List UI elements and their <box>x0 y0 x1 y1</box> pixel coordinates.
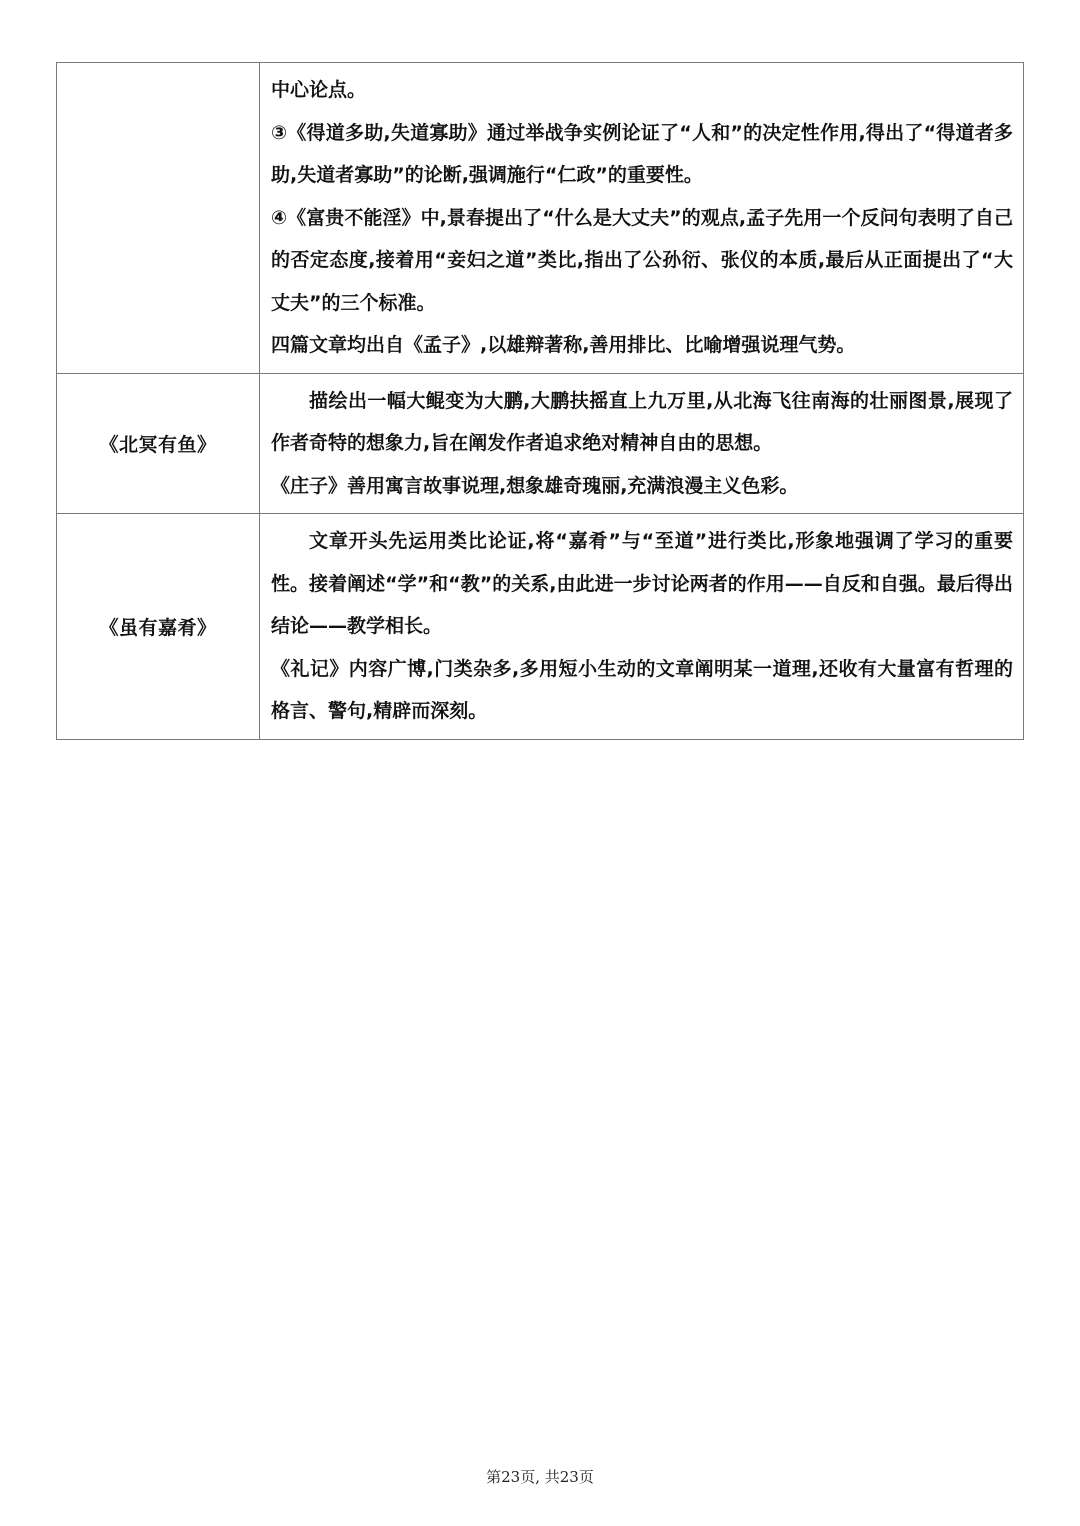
table-row <box>57 373 1024 514</box>
row-title-cell <box>57 63 260 374</box>
row-title-cell: 《虽有嘉肴》 <box>57 514 260 740</box>
content-paragraph: 描绘出一幅大鲲变为大鹏,大鹏扶摇直上九万里,从北海飞往南海的壮丽图景,展现了作者奇特的想象力,旨在阐发作者追求绝对精神自由的思想。 <box>271 389 1013 454</box>
content-paragraph: 《庄子》善用寓言故事说理,想象雄奇瑰丽,充满浪漫主义色彩。 <box>271 474 799 497</box>
table-row <box>57 514 1024 740</box>
content-paragraph: 文章开头先运用类比论证,将“嘉肴”与“至道”进行类比,形象地强调了学习的重要性。接着阐述“学”和“教”的关系,由此进一步讨论两者的作用——自反和自强。最后得出结论——教学相长。 <box>271 530 1013 637</box>
row-content-cell <box>260 373 1024 514</box>
content-paragraph: ④《富贵不能淫》中,景春提出了“什么是大丈夫”的观点,孟子先用一个反问句表明了自己的否定态度,接着用“妾妇之道”类比,指出了公孙衍、张仪的本质,最后从正面提出了“大丈夫”的三个标准。 <box>271 206 1013 314</box>
content-paragraph: ③《得道多助,失道寡助》通过举战争实例论证了“人和”的决定性作用,得出了“得道者多助,失道者寡助”的论断,强调施行“仁政”的重要性。 <box>271 121 1013 186</box>
row-content-cell <box>260 63 1024 374</box>
row-content-cell <box>260 514 1024 740</box>
content-table <box>56 62 1024 740</box>
page-number-footer: 第23页, 共23页 <box>486 1468 594 1486</box>
content-paragraph: 中心论点。 <box>271 79 367 101</box>
content-paragraph: 《礼记》内容广博,门类杂多,多用短小生动的文章阐明某一道理,还收有大量富有哲理的格言、警句,精辟而深刻。 <box>271 657 1013 722</box>
table-row <box>57 63 1024 374</box>
row-title-cell: 《北冥有鱼》 <box>57 373 260 514</box>
content-paragraph: 四篇文章均出自《孟子》,以雄辩著称,善用排比、比喻增强说理气势。 <box>271 334 856 356</box>
